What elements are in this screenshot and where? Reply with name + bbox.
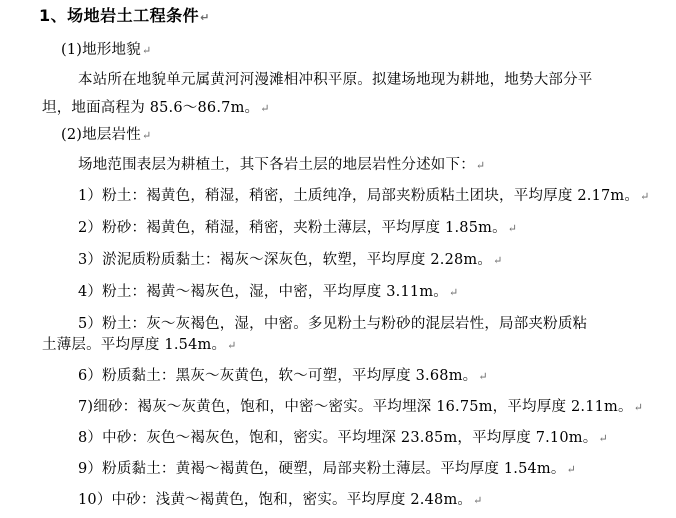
layer-6-text: 6）粉质黏土：黑灰～灰黄色，软～可塑，平均厚度 3.68m。 (78, 368, 478, 384)
layer-2 (78, 218, 517, 239)
paragraph-mark-icon: ↵ (448, 286, 459, 299)
layer-7-text: 7)细砂：褐灰～灰黄色，饱和，中密～密实。平均埋深 16.75m，平均厚度 2.11m。 (78, 399, 633, 415)
landform-subheading (61, 40, 151, 61)
layer-6 (78, 366, 488, 387)
paragraph-mark-icon: ↵ (633, 401, 644, 414)
layer-1-text: 1）粉土：褐黄色，稍湿，稍密，土质纯净，局部夹粉质粘土团块，平均厚度 2.17m。 (78, 188, 640, 204)
paragraph-mark-icon: ↵ (260, 102, 270, 115)
layer-10 (78, 490, 483, 511)
layer-8-text: 8）中砂：灰色～褐灰色，饱和，密实。平均埋深 23.85m，平均厚度 7.10m。 (78, 430, 598, 446)
section-heading-text: 1、场地岩土工程条件 (39, 6, 200, 25)
layer-5-text-1: 5）粉土：灰～灰褐色，湿，中密。多见粉土与粉砂的混层岩性，局部夹粉质粘 (78, 316, 588, 332)
paragraph-mark-icon: ↵ (141, 129, 152, 142)
section-heading (39, 6, 210, 28)
strata-subheading (61, 125, 151, 146)
landform-text-line-2 (42, 98, 270, 119)
layer-4 (78, 282, 458, 303)
layer-1 (78, 186, 650, 207)
layer-3 (78, 250, 503, 271)
landform-text-2: 坦，地面高程为 85.6～86.7m。 (42, 100, 260, 116)
paragraph-mark-icon: ↵ (507, 222, 518, 235)
paragraph-mark-icon: ↵ (640, 190, 650, 203)
layer-5-text-2: 土薄层。平均厚度 1.54m。 (42, 337, 227, 353)
strata-intro-text: 场地范围表层为耕植土，其下各岩土层的地层岩性分述如下： (78, 157, 475, 173)
paragraph-mark-icon: ↵ (493, 254, 503, 267)
paragraph-mark-icon: ↵ (200, 11, 210, 24)
strata-subheading-text: (2)地层岩性 (61, 127, 141, 143)
layer-2-text: 2）粉砂：褐黄色，稍湿，稍密，夹粉土薄层，平均厚度 1.85m。 (78, 220, 507, 236)
layer-9 (78, 459, 576, 480)
layer-7 (78, 397, 643, 418)
layer-5-line-1 (78, 314, 587, 334)
landform-text-1: 本站所在地貌单元属黄河河漫滩相冲积平原。拟建场地现为耕地，地势大部分平 (78, 72, 593, 88)
layer-5-line-2 (42, 335, 237, 356)
landform-subheading-text: (1)地形地貌 (61, 42, 141, 58)
layer-10-text: 10）中砂：浅黄～褐黄色，饱和，密实。平均厚度 2.48m。 (78, 492, 473, 508)
paragraph-mark-icon: ↵ (478, 370, 488, 383)
layer-4-text: 4）粉土：褐黄～褐灰色，湿，中密，平均厚度 3.11m。 (78, 284, 448, 300)
layer-9-text: 9）粉质黏土：黄褐～褐黄色，硬塑，局部夹粉土薄层。平均厚度 1.54m。 (78, 461, 566, 477)
paragraph-mark-icon: ↵ (566, 463, 576, 476)
paragraph-mark-icon: ↵ (475, 159, 486, 172)
landform-text-line-1 (78, 70, 593, 90)
strata-intro (78, 155, 485, 176)
paragraph-mark-icon: ↵ (227, 339, 237, 352)
paragraph-mark-icon: ↵ (141, 44, 152, 57)
paragraph-mark-icon: ↵ (473, 494, 483, 507)
layer-3-text: 3）淤泥质粉质黏土：褐灰～深灰色，软塑，平均厚度 2.28m。 (78, 252, 493, 268)
paragraph-mark-icon: ↵ (598, 432, 608, 445)
layer-8 (78, 428, 608, 449)
